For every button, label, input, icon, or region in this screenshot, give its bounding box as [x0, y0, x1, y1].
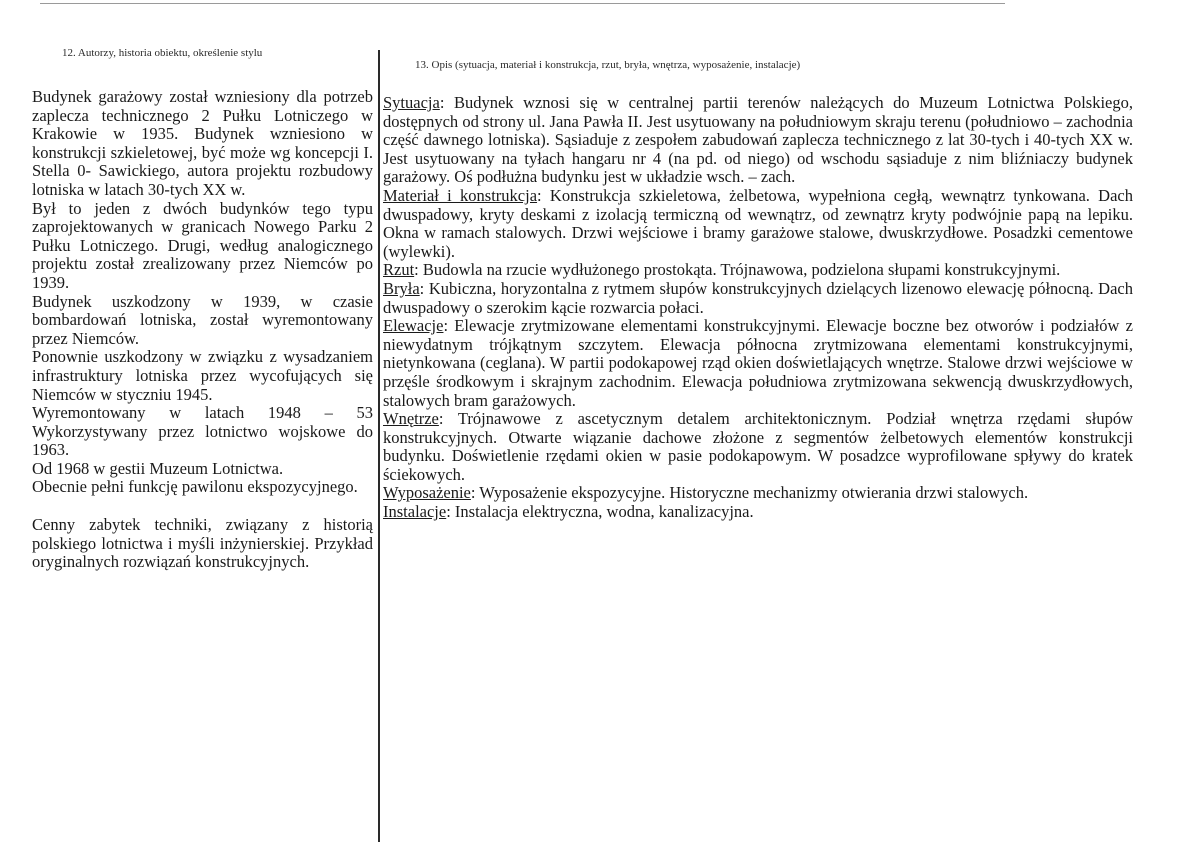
section-text: : Budynek wznosi się w centralnej partii terenów należących do Muzeum Lotnictwa Polskiego, dostępnych od strony ul. Jana Pawła II. Jest usytuowany na południowym skraju terenu (południowo – zachodnia część dawnego lotniska). Sąsiaduje z zespołem zabudowań zaplecza technicznego z lat 30-tych i 40-tych XX w. Jest usytuowany na tyłach hangaru nr 4 (na pd. od niego) od wschodu sąsiaduje z nim bliźniaczy budynek garażowy. Oś podłużna budynku jest w układzie wsch. – zach.	[383, 93, 1133, 187]
section-wyposazenie	[383, 484, 1133, 503]
history-paragraph: Budynek uszkodzony w 1939, w czasie bombardowań lotniska, został wyremontowany przez Niemców.	[32, 291, 373, 348]
description-column	[383, 94, 1133, 522]
section-13-header: 13. Opis (sytuacja, materiał i konstrukcja, rzut, bryła, wnętrza, wyposażenie, instalacje)	[415, 59, 801, 71]
section-instalacje	[383, 503, 1133, 522]
section-text: : Wyposażenie ekspozycyjne. Historyczne mechanizmy otwierania drzwi stalowych.	[470, 483, 1029, 503]
section-text: : Trójnawowe z ascetycznym detalem architektonicznym. Podział wnętrza rzędami słupów konstrukcyjnych. Otwarte wiązanie dachowe złożone z segmentów żelbetowych elementów konstrukcji budynku. Doświetlenie rzędami okien w pasie podokapowym. W posadzce wyprofilowane spływy do kratek ściekowych.	[383, 409, 1133, 484]
section-label: Materiał i konstrukcja	[383, 185, 538, 205]
section-label: Bryła	[383, 278, 420, 298]
history-paragraph: Był to jeden z dwóch budynków tego typu zaprojektowanych w granicach Nowego Parku 2 Pułku Lotniczego. Drugi, według analogicznego projektu został zrealizowany przez Niemców po 1939.	[32, 198, 373, 292]
column-divider	[378, 50, 380, 842]
section-label: Wyposażenie	[383, 483, 471, 503]
section-text: : Konstrukcja szkieletowa, żelbetowa, wypełniona cegłą, wewnątrz tynkowana. Dach dwuspadowy, kryty deskami z izolacją termiczną od wewnątrz, od zewnątrz kryty podwójnie papą na lepiku. Okna w ramach stalowych. Drzwi wejściowe i bramy garażowe stalowe, dwuskrzydłowe. Posadzki cementowe (wylewki).	[383, 185, 1133, 261]
section-text: : Elewacje zrytmizowane elementami konstrukcyjnymi. Elewacje boczne bez otworów i podziałów z niewydatnym trójkątnym szczytem. Elewacja północna zrytmizowana elementami konstrukcyjnymi, nietynkowana (ceglana). W partii podokapowej rząd okien doświetlających wnętrze. Stalowe drzwi wejściowe w przęśle środkowym i skrajnym zachodnim. Elewacja południowa zrytmizowana sekwencją dwuskrzydłowych, stalowych bram garażowych.	[383, 316, 1133, 410]
section-elewacje	[383, 317, 1133, 410]
section-rzut	[383, 261, 1133, 280]
section-label: Wnętrze	[383, 409, 439, 429]
section-wnetrze	[383, 410, 1133, 484]
section-label: Elewacje	[383, 316, 444, 336]
section-text: : Instalacja elektryczna, wodna, kanalizacyjna.	[446, 502, 754, 522]
section-text: : Budowla na rzucie wydłużonego prostokąta. Trójnawowa, podzielona słupami konstrukcyjnymi.	[414, 260, 1061, 280]
section-label: Sytuacja	[383, 93, 440, 112]
history-paragraph: Wyremontowany w latach 1948 – 53 Wykorzystywany przez lotnictwo wojskowe do 1963.	[32, 403, 373, 460]
history-paragraph: Od 1968 w gestii Muzeum Lotnictwa.	[32, 458, 284, 478]
section-material	[383, 187, 1133, 261]
top-border-line	[40, 3, 1005, 4]
section-label: Rzut	[383, 260, 415, 280]
section-label: Instalacje	[383, 502, 447, 522]
history-paragraph: Ponownie uszkodzony w związku z wysadzaniem infrastruktury lotniska przez wycofujących się Niemców w styczniu 1945.	[32, 347, 373, 404]
history-column	[32, 88, 373, 572]
section-sytuacja	[383, 94, 1133, 187]
section-text: : Kubiczna, horyzontalna z rytmem słupów konstrukcyjnych dzielących lizenowo elewację północną. Dach dwuspadowy o szerokim kącie rozwarcia połaci.	[383, 278, 1133, 317]
history-paragraph: Budynek garażowy został wzniesiony dla potrzeb zaplecza technicznego 2 Pułku Lotniczego w Krakowie w 1935. Budynek wzniesiono w konstrukcji szkieletowej, być może wg koncepcji I. Stella 0- Sawickiego, autora projektu rozbudowy lotniska w latach 30-tych XX w.	[32, 87, 373, 199]
section-bryla	[383, 280, 1133, 317]
history-paragraph: Obecnie pełni funkcję pawilonu ekspozycyjnego.	[32, 477, 358, 497]
summary-paragraph: Cenny zabytek techniki, związany z historią polskiego lotnictwa i myśli inżynierskiej. Przykład oryginalnych rozwiązań konstrukcyjnych.	[32, 515, 373, 572]
section-12-header: 12. Autorzy, historia obiektu, określenie stylu	[62, 47, 263, 59]
